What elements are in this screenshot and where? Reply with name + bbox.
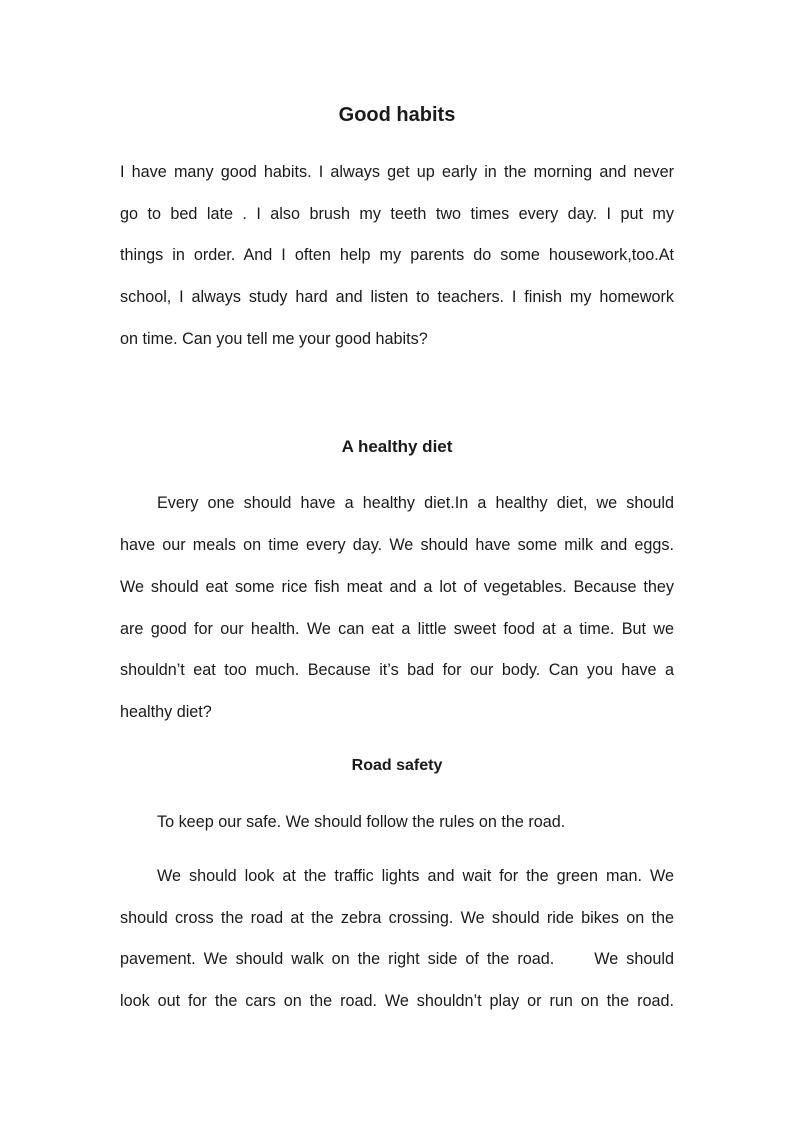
paragraph-line: have our meals on time every day. We should have some milk and eggs. [120,536,674,554]
paragraph-line: To keep our safe. We should follow the rules on the road. [157,813,566,831]
paragraph-line: pavement. We should walk on the right side of the road. We should [120,950,674,968]
paragraph-line: are good for our health. We can eat a little sweet food at a time. But we [120,620,674,638]
paragraph-line: should cross the road at the zebra crossing. We should ride bikes on the [120,909,674,927]
section-title-road-safety: Road safety [351,757,443,774]
paragraph-line: We should eat some rice fish meat and a lot of vegetables. Because they [120,578,674,596]
section-title-good-habits: Good habits [338,104,456,126]
paragraph-line: shouldn’t eat too much. Because it’s bad for our body. Can you have a [120,661,674,679]
section-title-healthy-diet: A healthy diet [341,437,453,456]
paragraph-line: healthy diet? [120,703,212,721]
paragraph-line: Every one should have a healthy diet.In a healthy diet, we should [157,494,674,512]
paragraph-line: We should look at the traffic lights and wait for the green man. We [157,867,674,885]
paragraph-line: look out for the cars on the road. We shouldn’t play or run on the road. [120,992,674,1010]
paragraph-line: on time. Can you tell me your good habits? [120,330,428,348]
paragraph-line: things in order. And I often help my parents do some housework,too.At [120,246,674,264]
paragraph-line: go to bed late . I also brush my teeth two times every day. I put my [120,205,674,223]
paragraph-line: I have many good habits. I always get up early in the morning and never [120,163,674,181]
paragraph-line: school, I always study hard and listen to teachers. I finish my homework [120,288,674,306]
